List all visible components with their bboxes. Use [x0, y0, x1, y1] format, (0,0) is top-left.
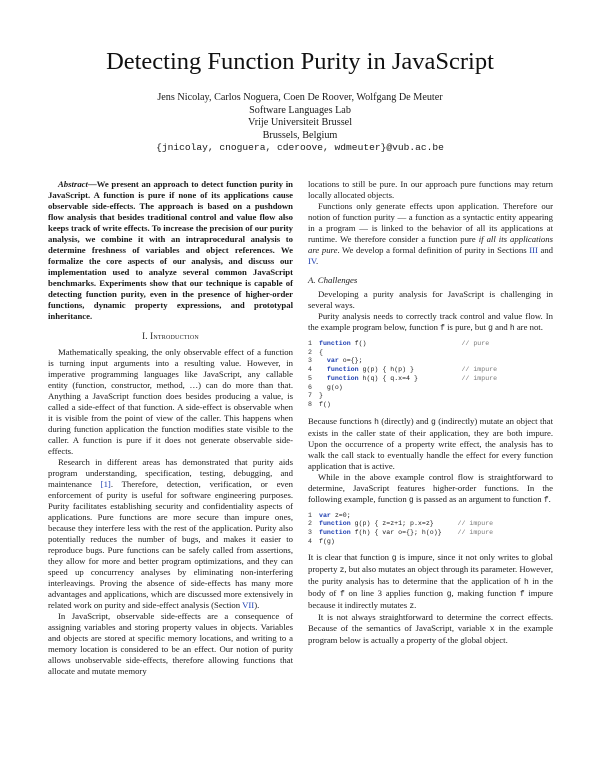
code-keyword: var — [319, 511, 331, 519]
paper-title: Detecting Function Purity in JavaScript — [106, 48, 494, 75]
code-text: o={}; — [338, 357, 363, 365]
code-keyword: var — [319, 357, 339, 365]
code-line — [308, 366, 553, 375]
subsection-heading-challenges: A. Challenges — [308, 275, 358, 285]
line-number: 2 — [308, 520, 312, 528]
challenges-paragraph-4: While in the above example control flow is straightforward to determine, JavaScript features higher-order functions. In the following example, function g is passed as an argument to function f. — [308, 471, 553, 505]
challenges-paragraph-6: It is not always straightforward to determine the correct effects. Because of the semantics of JavaScript, variable x in the example program below is actually a property of the global object. — [308, 612, 553, 646]
author-block — [0, 92, 600, 155]
code-comment: // impure — [457, 520, 494, 528]
line-number: 3 — [308, 357, 312, 365]
section-link-iii[interactable]: III — [529, 245, 538, 255]
code-keyword: function — [319, 374, 359, 382]
challenges-paragraph-1: Developing a purity analysis for JavaScript is challenging in several ways. — [308, 289, 553, 310]
code-text: { — [319, 348, 323, 356]
code-listing-2 — [308, 512, 553, 547]
challenges-paragraph-3: Because functions h (directly) and g (indirectly) mutate an object that exists in the caller state of their application, they are both impure. Upon the occurrence of a property write effect, the analysis has to walk the call stack to eventually handle the effect for every function application that is active. — [308, 415, 553, 471]
code-text: h(q) { q.x=4 } — [358, 374, 418, 382]
code-text: g(p) { z=z+1; p.x=z} — [350, 520, 434, 528]
code-comment: // impure — [457, 529, 494, 537]
author-names: Jens Nicolay, Carlos Noguera, Coen De Roover, Wolfgang De Meuter — [157, 92, 443, 103]
code-keyword: function — [319, 529, 351, 537]
code-keyword: function — [319, 366, 359, 374]
citation-link-1[interactable]: [1] — [100, 479, 111, 489]
code-line — [308, 529, 553, 538]
code-text: z=0; — [330, 511, 351, 519]
line-number: 3 — [308, 529, 312, 537]
affiliation-location: Brussels, Belgium — [262, 129, 338, 141]
affiliation-lab: Software Languages Lab — [249, 104, 351, 116]
intro-paragraph-1: Mathematically speaking, the only observable effect of a function is turning input arguments into a resulting value. However, in imperative programming languages like JavaScript, any callable entity (function, constructor, method, …) can do more than that. Anything a JavaScript function does besides producing a value, is called a side-effect of that function. A side-effect is observable when it is visible from the point of view of the caller. This happens when during function application the function modifies state visible to the caller. A function is pure if it does not generate observable side-effects. — [48, 347, 293, 456]
code-line — [308, 340, 553, 349]
affiliation-university: Vrije Universiteit Brussel — [247, 117, 353, 128]
code-text: f() — [350, 340, 367, 347]
line-number: 5 — [308, 374, 312, 382]
code-line — [308, 357, 553, 366]
code-text: f(h) { var o={}; h(o)} — [350, 529, 442, 537]
code-text: f() — [319, 400, 331, 408]
code-line — [308, 349, 553, 358]
code-text: f(g) — [319, 537, 335, 545]
left-column — [48, 179, 293, 677]
code-text: g(p) { h(p) } — [358, 366, 414, 374]
code-text: } — [319, 392, 323, 400]
right-column — [308, 179, 553, 646]
code-comment: // impure — [461, 366, 498, 374]
intro-paragraph-3: In JavaScript, observable side-effects are a consequence of assigning variables and storing property values in objects. Variables and objects are stored at specific memory locations, and writing to a memory location is considered to be an effect. Our notion of purity allows unobservable side-effects, therefore allowing functions that allocate and mutate memory — [48, 611, 293, 676]
section-heading-introduction: I. Introduction — [142, 331, 199, 341]
code-line — [308, 384, 553, 393]
code-listing-1 — [308, 340, 553, 410]
code-line — [308, 520, 553, 529]
code-line — [308, 375, 553, 384]
code-line — [308, 512, 553, 521]
code-comment: // pure — [461, 340, 490, 347]
code-line — [308, 392, 553, 401]
line-number: 4 — [308, 537, 312, 545]
code-line — [308, 401, 553, 410]
section-link-vii[interactable]: VII — [242, 600, 255, 610]
abstract — [48, 179, 293, 322]
right-paragraph-1: locations to still be pure. In our approach pure functions may return locally allocated objects. — [308, 179, 553, 200]
line-number: 8 — [308, 400, 312, 408]
challenges-paragraph-2: Purity analysis needs to correctly track control and value flow. In the example program below, function f is pure, but g and h are not. — [308, 311, 553, 333]
line-number: 4 — [308, 366, 312, 374]
line-number: 1 — [308, 340, 312, 347]
code-line — [308, 538, 553, 547]
challenges-paragraph-5: It is clear that function g is impure, since it not only writes to global property z, but also mutates an object through its parameter. However, the purity analysis has to determine that the application of h in the body of f on line 3 applies function g, making function f impure because it indirectly mutates z. — [308, 552, 554, 612]
line-number: 2 — [308, 348, 312, 356]
line-number: 7 — [308, 392, 312, 400]
code-keyword: function — [319, 520, 351, 528]
line-number: 6 — [308, 383, 312, 391]
line-number: 1 — [308, 511, 312, 519]
author-emails: {jnicolay, cnoguera, cderoove, wdmeuter}@vub.ac.be — [156, 142, 444, 153]
section-link-iv[interactable]: IV — [308, 256, 317, 266]
abstract-dash: — — [87, 179, 97, 189]
abstract-label: Abstract — [58, 179, 88, 189]
abstract-text: We present an approach to detect function purity in JavaScript. A function is pure if none of its applications cause observable side-effects. The approach is based on a pushdown flow analysis that besides traditional control and value flow also keeps track of write effects. To increase the precision of our purity analysis, we combine it with an intraprocedural analysis to determine freshness of variables and object references. We formalize the core aspects of our analysis, and discuss our implementation used to analyze several common JavaScript benchmarks. Experiments show that our technique is capable of detecting function purity, even in the presence of higher-order functions, dynamic property expressions, and prototypal inheritance. — [48, 179, 293, 321]
code-keyword: function — [319, 340, 351, 347]
intro-paragraph-2: Research in different areas has demonstrated that purity aids program understanding, specification, testing, debugging, and maintenance [1]. Therefore, detection, verification, or even enforcement of purity is useful for software engineering purposes. Purity facilitates establishing security and confidentiality aspects of applications. Pure functions are more secure than impure ones, because they interfere less with the rest of the application. Purity also potentially reduces the number of bugs, and makes it easier to reproduce bugs. Pure functions can be safely called from assertions, they allow for more and better program optimizations, and they can speed up concurrency analyses by eliminating non-interfering interleavings. Proving the absence of side-effects has many more advantages and applications, which are discussed more extensively in related work on purity and side-effect analysis (Section VII). — [48, 457, 293, 610]
right-paragraph-2: Functions only generate effects upon application. Therefore our notion of function purity — a function as a syntactic entity appearing in a program — is linked to the behavior of all its applications at runtime. We therefore consider a function pure if all its applications are pure. We develop a formal definition of purity in Sections III and IV. — [308, 201, 554, 266]
code-comment: // impure — [461, 374, 498, 382]
code-text: g(o) — [319, 383, 343, 391]
